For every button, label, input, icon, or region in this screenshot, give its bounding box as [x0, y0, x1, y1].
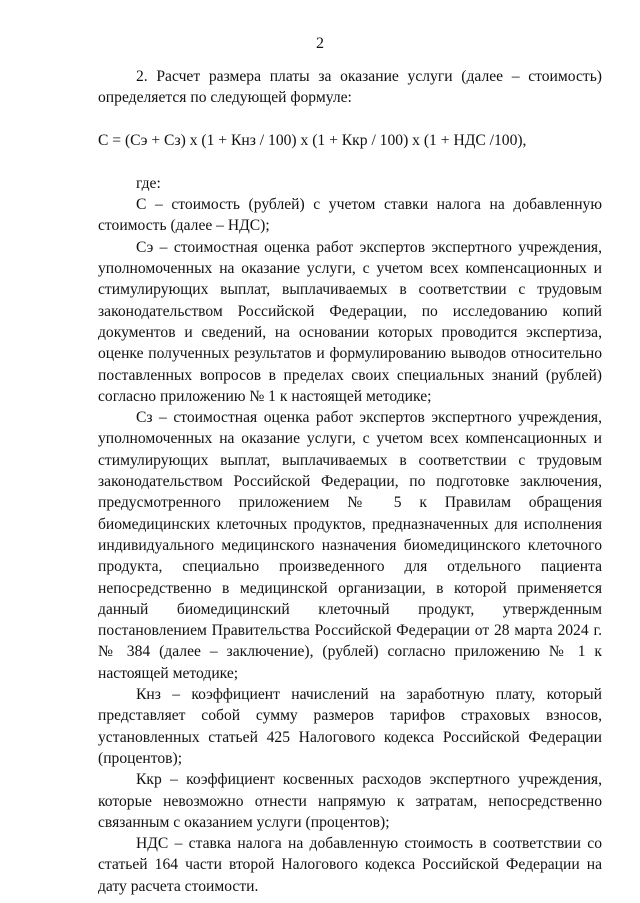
- definition-knz: Кнз – коэффициент начислений на заработную плату, который представляет собой сумму размеров тарифов страховых взносов, установленных статьей 425 Налогового кодекса Российской Федерации (процентов);: [98, 686, 602, 767]
- paragraph-where: где:: [136, 174, 161, 192]
- document-body: [98, 66, 602, 897]
- definition-nds: НДС – ставка налога на добавленную стоимость в соответствии со статьей 164 части второй Налогового кодекса Российской Федерации на дату расчета стоимости.: [98, 835, 602, 895]
- definition-kkr: Ккр – коэффициент косвенных расходов экспертного учреждения, которые невозможно отнести напрямую к затратам, непосредственно связанным с оказанием услуги (процентов);: [98, 771, 602, 831]
- paragraph-intro: 2. Расчет размера платы за оказание услуги (далее – стоимость) определяется по следующей формуле:: [98, 68, 602, 107]
- page-number: 2: [316, 35, 324, 52]
- definition-cz: Сз – стоимостная оценка работ экспертов экспертного учреждения, уполномоченных на оказание услуги, с учетом всех компенсационных и стимулирующих выплат, выплачиваемых в соответствии с трудовым законодательством Российской Федерации, по подготовке заключения, предусмотренного приложением № 5 к Правилам обращения биомедицинских клеточных продуктов, предназначенных для исполнения индивидуального медицинского назначения биомедицинского клеточного продукта, специально произведенного для отдельного пациента непосредственно в медицинской организации, в которой применяется данный биомедицинский клеточный продукт, утвержденным постановлением Правительства Российской Федерации от 28 марта 2024 г. № 384 (далее – заключение), (рублей) согласно приложению № 1 к настоящей методике;: [98, 409, 602, 682]
- definition-ce: Сэ – стоимостная оценка работ экспертов экспертного учреждения, уполномоченных на оказание услуги, с учетом всех компенсационных и стимулирующих выплат, выплачиваемых в соответствии с трудовым законодательством Российской Федерации, по исследованию копий документов и сведений, на основании которых проводится экспертиза, оценке полученных результатов и формулированию выводов относительно поставленных вопросов в пределах своих специальных знаний (рублей) согласно приложению № 1 к настоящей методике;: [98, 238, 602, 405]
- definition-c: С – стоимость (рублей) с учетом ставки налога на добавленную стоимость (далее – НДС);: [98, 196, 602, 235]
- cost-formula: С = (Сэ + Сз) x (1 + Кнз / 100) x (1 + Ккр / 100) x (1 + НДС /100),: [98, 131, 527, 149]
